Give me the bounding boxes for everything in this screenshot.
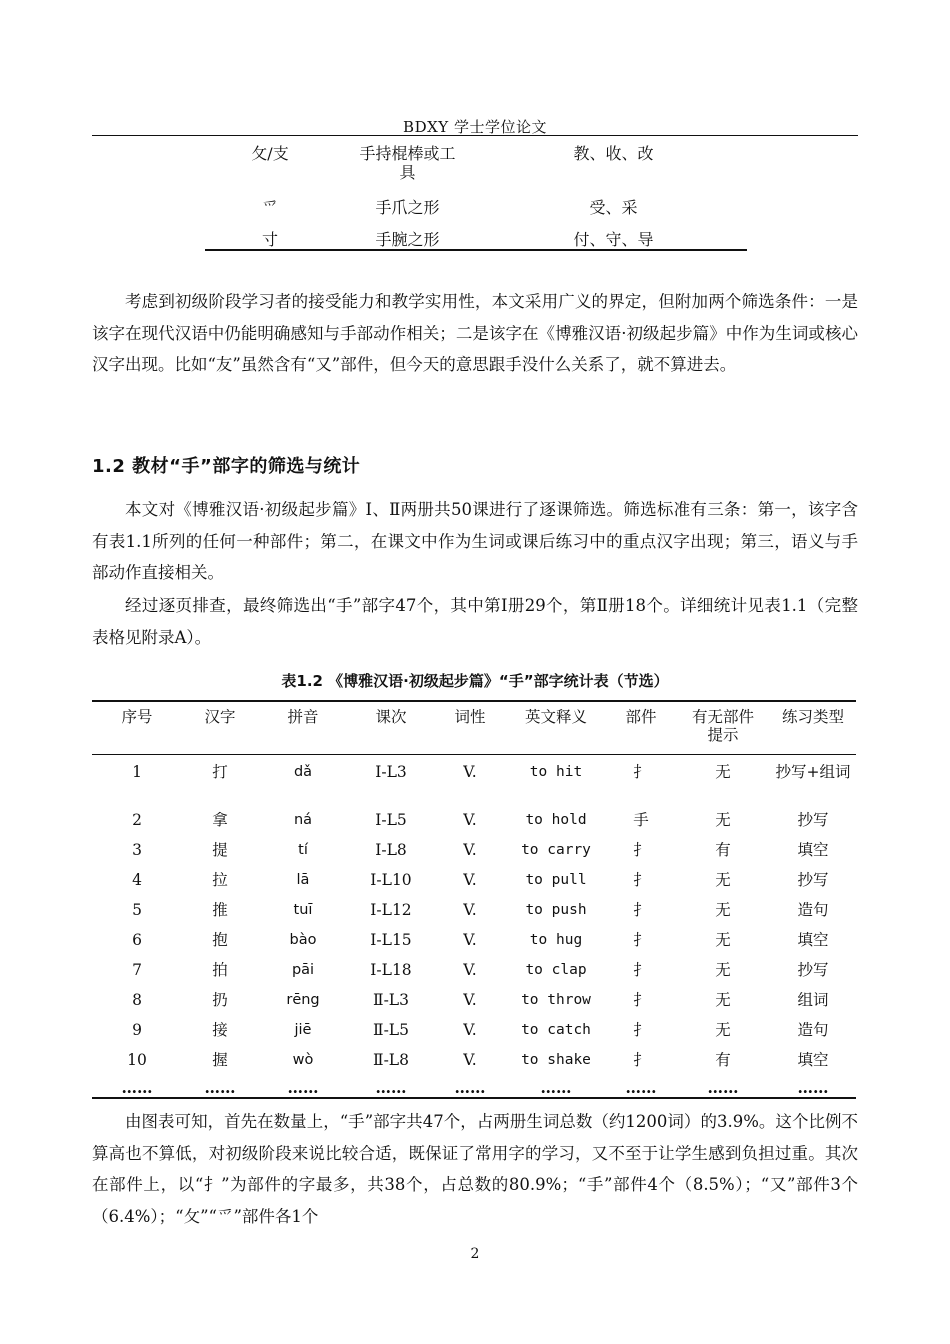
hint-cell: 无 [715, 931, 731, 949]
component-cell: 寸 [261, 230, 278, 249]
lesson-cell: Ⅰ-L15 [370, 931, 412, 949]
ellipsis-cell: …… [375, 1078, 407, 1097]
hint-cell: 无 [715, 871, 731, 889]
hint-cell: 无 [715, 811, 731, 829]
pinyin-cell: wò [292, 1052, 314, 1068]
character-cell: 拿 [212, 811, 228, 829]
english-cell: to push [525, 902, 587, 918]
lesson-cell: Ⅱ-L8 [373, 1051, 409, 1069]
pinyin-cell: rēng [286, 992, 320, 1008]
component-cell: 手 [633, 811, 649, 829]
pos-cell: V. [463, 841, 477, 859]
table-row [205, 136, 747, 190]
exercise-cell: 组词 [797, 991, 829, 1009]
table-row [205, 190, 747, 222]
hint-cell: 无 [715, 991, 731, 1009]
ellipsis-cell: …… [625, 1078, 657, 1097]
index-cell: 3 [132, 841, 142, 859]
component-cell: 扌 [633, 841, 649, 859]
component-cell: 爫 [261, 198, 278, 217]
ellipsis-cell: …… [121, 1078, 153, 1097]
component-table-continued [205, 136, 747, 255]
component-cell: 扌 [633, 1051, 649, 1069]
hint-cell: 无 [715, 961, 731, 979]
exercise-cell: 抄写 [797, 961, 829, 979]
english-cell: to catch [521, 1022, 591, 1038]
pinyin-cell: bào [289, 932, 317, 948]
lesson-cell: Ⅱ-L5 [373, 1021, 409, 1039]
pinyin-cell: pāi [291, 962, 315, 978]
exercise-cell: 填空 [797, 841, 829, 859]
index-cell: 5 [132, 901, 142, 919]
english-cell: to carry [521, 842, 591, 858]
component-cell: 扌 [633, 991, 649, 1009]
table-row [92, 805, 856, 835]
ellipsis-cell: …… [204, 1078, 236, 1097]
header-cell: 有无部件提示 [676, 701, 770, 755]
body-paragraph: 考虑到初级阶段学习者的接受能力和教学实用性，本文采用广义的界定，但附加两个筛选条件：一是该字在现代汉语中仍能明确感知与手部动作相关；二是该字在《博雅汉语·初级起步篇》中作为生词或核心汉字出现。比如“友”虽然含有“又”部件，但今天的意思跟手没什么关系了，就不算进去。 [92, 292, 858, 374]
character-cell: 扔 [212, 991, 228, 1009]
examples-cell: 受、采 [589, 198, 638, 217]
header-cell: 部件 [606, 701, 676, 755]
header-cell: 课次 [348, 701, 434, 755]
english-cell: to clap [525, 962, 587, 978]
ellipsis-cell: …… [540, 1078, 572, 1097]
pinyin-cell: jiē [294, 1022, 312, 1038]
table-row [92, 1015, 856, 1045]
english-cell: to throw [521, 992, 591, 1008]
meaning-cell: 手爪之形 [375, 198, 440, 217]
component-cell: 扌 [633, 961, 649, 979]
exercise-cell: 抄写 [797, 871, 829, 889]
section-heading: 1.2 教材“手”部字的筛选与统计 [92, 456, 361, 477]
pos-cell: V. [463, 961, 477, 979]
english-cell: to hit [529, 764, 583, 780]
ellipsis-cell: …… [287, 1078, 319, 1097]
character-cell: 握 [212, 1051, 228, 1069]
exercise-cell: 填空 [797, 931, 829, 949]
pos-cell: V. [463, 991, 477, 1009]
header-cell: 英文释义 [506, 701, 606, 755]
hint-cell: 有 [715, 1051, 731, 1069]
pos-cell: V. [463, 901, 477, 919]
table-row [92, 835, 856, 865]
header-cell: 汉字 [182, 701, 258, 755]
table-row [92, 985, 856, 1015]
lesson-cell: Ⅰ-L5 [375, 811, 407, 829]
hint-cell: 无 [715, 901, 731, 919]
english-cell: to shake [521, 1052, 591, 1068]
pinyin-cell: tuī [293, 902, 313, 918]
table-bottom-rule [92, 1097, 856, 1099]
page-number: 2 [470, 1246, 480, 1262]
pinyin-cell: tí [298, 842, 308, 858]
component-cell: 扌 [633, 931, 649, 949]
header-cell: 练习类型 [770, 701, 856, 755]
body-paragraph: 经过逐页排查，最终筛选出“手”部字47个，其中第Ⅰ册29个，第Ⅱ册18个。详细统计见表1.1（完整表格见附录A）。 [92, 596, 858, 647]
ellipsis-cell: …… [454, 1078, 486, 1097]
running-header: BDXY 学士学位论文 [403, 118, 547, 136]
ellipsis-cell: …… [707, 1078, 739, 1097]
lesson-cell: Ⅰ-L8 [375, 841, 407, 859]
index-cell: 2 [132, 811, 142, 829]
header-cell: 序号 [92, 701, 182, 755]
body-paragraph: 本文对《博雅汉语·初级起步篇》Ⅰ、Ⅱ两册共50课进行了逐课筛选。筛选标准有三条：第一，该字含有表1.1所列的任何一种部件；第二，在课文中作为生词或课后练习中的重点汉字出现；第三，语义与手部动作直接相关。 [92, 500, 858, 582]
table-row [92, 755, 856, 806]
hint-cell: 无 [715, 763, 731, 781]
lesson-cell: Ⅰ-L10 [370, 871, 412, 889]
pinyin-cell: dǎ [293, 764, 313, 780]
index-cell: 7 [132, 961, 142, 979]
character-cell: 提 [212, 841, 228, 859]
table-row [92, 865, 856, 895]
component-cell: 扌 [633, 901, 649, 919]
table-caption: 表1.2 《博雅汉语·初级起步篇》“手”部字统计表（节选） [281, 672, 669, 690]
english-cell: to hug [529, 932, 583, 948]
component-cell: 扌 [633, 1021, 649, 1039]
component-cell: 攵/支 [251, 144, 289, 163]
pos-cell: V. [463, 1051, 477, 1069]
pos-cell: V. [463, 1021, 477, 1039]
exercise-cell: 抄写 [797, 811, 829, 829]
hint-cell: 有 [715, 841, 731, 859]
index-cell: 1 [132, 763, 142, 781]
index-cell: 4 [132, 871, 142, 889]
index-cell: 8 [132, 991, 142, 1009]
lesson-cell: Ⅰ-L12 [370, 901, 412, 919]
index-cell: 10 [127, 1051, 147, 1069]
meaning-cell: 手持棍棒或工具 [359, 144, 456, 182]
pos-cell: V. [463, 871, 477, 889]
lesson-cell: Ⅱ-L3 [373, 991, 409, 1009]
table-row [92, 955, 856, 985]
english-cell: to hold [525, 812, 587, 828]
exercise-cell: 造句 [797, 1021, 829, 1039]
character-cell: 打 [212, 763, 228, 781]
examples-cell: 教、收、改 [573, 144, 654, 163]
exercise-cell: 填空 [797, 1051, 829, 1069]
table-row-ellipsis [92, 1075, 856, 1098]
index-cell: 9 [132, 1021, 142, 1039]
english-cell: to pull [525, 872, 587, 888]
examples-cell: 付、守、导 [573, 230, 654, 249]
character-cell: 拍 [212, 961, 228, 979]
character-cell: 抱 [212, 931, 228, 949]
pinyin-cell: lā [296, 872, 310, 888]
character-cell: 拉 [212, 871, 228, 889]
header-cell: 拼音 [258, 701, 348, 755]
table-bottom-rule [205, 249, 747, 251]
table-header-row [92, 701, 856, 755]
table-row [92, 925, 856, 955]
ellipsis-cell: …… [797, 1078, 829, 1097]
character-stats-table [92, 700, 856, 1098]
pinyin-cell: ná [293, 812, 313, 828]
exercise-cell: 造句 [797, 901, 829, 919]
component-cell: 扌 [633, 763, 649, 781]
index-cell: 6 [132, 931, 142, 949]
body-paragraph: 由图表可知，首先在数量上，“手”部字共47个，占两册生词总数（约1200词）的3.9%。这个比例不算高也不算低，对初级阶段来说比较合适，既保证了常用字的学习，又不至于让学生感到负担过重。其次在部件上，以“扌”为部件的字最多，共38个，占总数的80.9%；“手”部件4个（8.5%）；“又”部件3个（6.4%）；“攵”“爫”部件各1个 [92, 1112, 858, 1226]
lesson-cell: Ⅰ-L3 [375, 763, 407, 781]
header-cell: 词性 [434, 701, 506, 755]
pos-cell: V. [463, 763, 477, 781]
pos-cell: V. [463, 931, 477, 949]
exercise-cell: 抄写+组词 [775, 763, 851, 781]
component-cell: 扌 [633, 871, 649, 889]
character-cell: 推 [212, 901, 228, 919]
table-row [92, 895, 856, 925]
character-cell: 接 [212, 1021, 228, 1039]
table-row [92, 1045, 856, 1075]
pos-cell: V. [463, 811, 477, 829]
lesson-cell: Ⅰ-L18 [370, 961, 412, 979]
hint-cell: 无 [715, 1021, 731, 1039]
meaning-cell: 手腕之形 [375, 230, 440, 249]
